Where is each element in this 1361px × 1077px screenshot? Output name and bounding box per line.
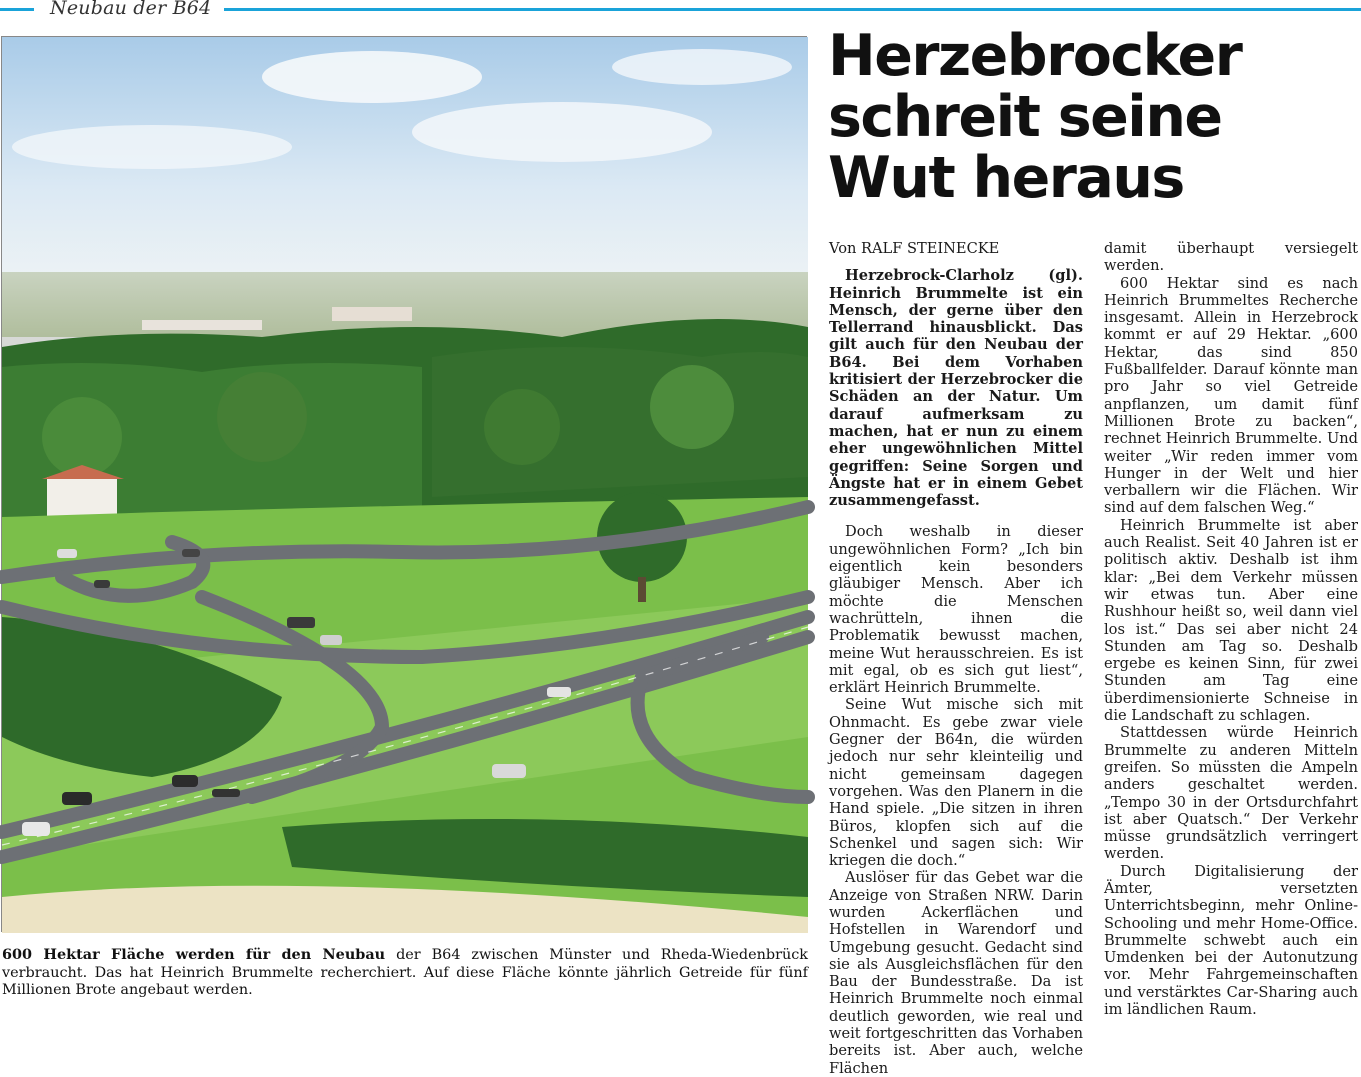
rubric-rule-left <box>0 8 34 11</box>
article-paragraph-6: Stattdessen würde Heinrich Brummelte zu anderen Mitteln greifen. So müssten die Ampeln anders geschaltet werden. „Tempo 30 in der Ortsdurchfahrt ist aber Quatsch.“ Der Verkehr müsse grundsätzlich verringert werden. <box>1104 724 1358 863</box>
caption-text: der B64 zwischen Münster und Rheda-Wiedenbrück verbraucht. Das hat Heinrich Brummelte recherchiert. Auf diese Fläche könnte jährlich Getreide für fünf Millionen Brote angebaut werden. <box>2 947 808 998</box>
article-paragraph-5: Heinrich Brummelte ist aber auch Realist. Seit 40 Jahren ist er politisch aktiv. Deshalb ist ihm klar: „Bei dem Verkehr müssen wir etwas tun. Aber eine Rushhour heißt so, weil dann viel los ist.“ Das sei aber nicht 24 Stunden am Tag so. Deshalb ergebe es keinen Sinn, für zwei Stunden am Tag eine überdimensionierte Schneise in die Landschaft zu schlagen. <box>1104 516 1358 725</box>
headline-line-1: Herzebrocker <box>828 23 1242 89</box>
article-column-2 <box>1104 240 1358 1019</box>
caption-bold: 600 Hektar Fläche werden für den Neubau <box>2 946 386 963</box>
headline-line-3: Wut heraus <box>828 145 1184 211</box>
headline-line-2: schreit seine <box>828 84 1222 150</box>
headline <box>828 23 1358 211</box>
byline: Von RALF STEINECKE <box>829 240 1000 257</box>
article-lead: Herzebrock-Clarholz (gl). Heinrich Brummelte ist ein Mensch, der gerne über den Tellerrand hinausblickt. Das gilt auch für den Neubau der B64. Bei dem Vorhaben kritisiert der Herzebrocker die Schäden an der Natur. Um darauf aufmerksam zu machen, hat er nun zu einem eher ungewöhnlichen Mittel gegriffen: Seine Sorgen und Ängste hat er in einem Gebet zusammengefasst. <box>829 267 1083 510</box>
article-column-1 <box>829 240 1083 1077</box>
rubric-rule-right <box>224 8 1361 11</box>
article-paragraph-7: Durch Digitalisierung der Ämter, versetzten Unterrichtsbeginn, mehr Online-Schooling und mehr Home-Office. Brummelte schwebt auch ein Umdenken bei der Autonutzung vor. Mehr Fahrgemeinschaften und verstärktes Car-Sharing auch im ländlichen Raum. <box>1104 862 1358 1019</box>
article-paragraph-3-continued: damit überhaupt versiegelt werden. <box>1104 240 1358 275</box>
article-paragraph-3: Auslöser für das Gebet war die Anzeige von Straßen NRW. Darin wurden Ackerflächen und Hofstellen in Warendorf und Umgebung gesucht. Gedacht sind sie als Ausgleichsflächen für den Bau der Bundesstraße. Da ist Heinrich Brummelte noch einmal deutlich geworden, wie real und weit fortgeschritten das Vorhaben bereits ist. Aber auch, welche Flächen <box>829 869 1083 1077</box>
article-paragraph-4: 600 Hektar sind es nach Heinrich Brummeltes Recherche insgesamt. Allein in Herzebrock kommt er auf 29 Hektar. „600 Hektar, das sind 850 Fußballfelder. Darauf könnte man pro Jahr so viel Getreide anpflanzen, um damit fünf Millionen Brote zu backen“, rechnet Heinrich Brummelte. Und weiter „Wir reden immer vom Hunger in der Welt und hier verballern wir die Flächen. Wir sind auf dem falschen Weg.“ <box>1104 274 1358 517</box>
interchange-rendering-photo <box>1 36 807 932</box>
photo-caption <box>2 946 808 1000</box>
section-rubric: Neubau der B64 <box>50 0 212 19</box>
article-paragraph-1: Doch weshalb in dieser ungewöhnlichen Form? „Ich bin eigentlich kein besonders gläubiger Mensch. Aber ich möchte die Menschen wachrütteln, ihnen die Problematik bewusst machen, meine Wut herausschreien. Es ist mit egal, ob es sich gut liest“, erklärt Heinrich Brummelte. <box>829 523 1083 697</box>
article-paragraph-2: Seine Wut mische sich mit Ohnmacht. Es gebe zwar viele Gegner der B64n, die würden jedoch nur sehr kleinteilig und nicht gemeinsam dagegen vorgehen. Was den Planern in die Hand spiele. „Die sitzen in ihren Büros, klopfen sich auf die Schenkel und sagen sich: Wir kriegen die doch.“ <box>829 696 1083 870</box>
